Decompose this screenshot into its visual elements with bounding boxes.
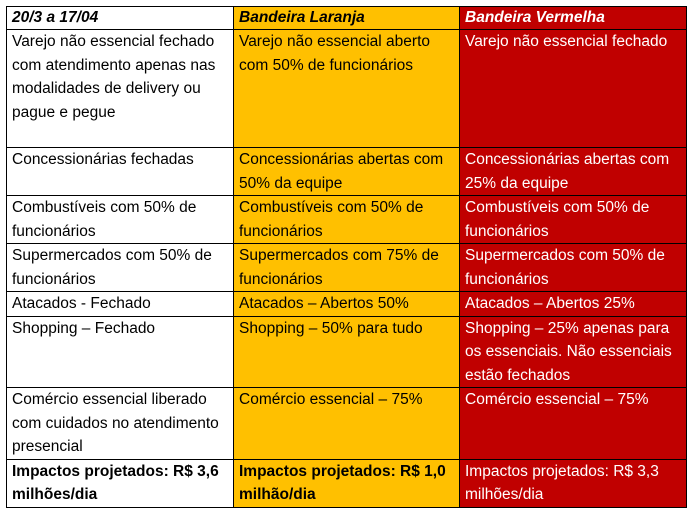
table-row-combustiveis [7, 196, 687, 244]
cell-orange: Combustíveis com 50% de funcionários [234, 196, 460, 244]
header-row [7, 7, 687, 30]
cell-orange: Varejo não essencial aberto com 50% de funcionários [234, 30, 460, 148]
header-period: 20/3 a 17/04 [7, 7, 234, 30]
cell-period: Supermercados com 50% de funcionários [7, 244, 234, 292]
table-row-comercio-essencial [7, 388, 687, 460]
cell-orange: Shopping – 50% para tudo [234, 316, 460, 388]
cell-period: Concessionárias fechadas [7, 148, 234, 196]
cell-period: Varejo não essencial fechado com atendimento apenas nas modalidades de delivery ou pague e pegue [7, 30, 234, 148]
cell-orange: Concessionárias abertas com 50% da equipe [234, 148, 460, 196]
cell-red: Comércio essencial – 75% [460, 388, 687, 460]
cell-period: Combustíveis com 50% de funcionários [7, 196, 234, 244]
cell-orange: Comércio essencial – 75% [234, 388, 460, 460]
table-row-impactos [7, 459, 687, 507]
table-row-shopping [7, 316, 687, 388]
cell-red: Supermercados com 50% de funcionários [460, 244, 687, 292]
table-row-supermercados [7, 244, 687, 292]
cell-red: Combustíveis com 50% de funcionários [460, 196, 687, 244]
cell-impact-red: Impactos projetados: R$ 3,3 milhões/dia [460, 459, 687, 507]
table-row-varejo [7, 30, 687, 148]
header-red-flag: Bandeira Vermelha [460, 7, 687, 30]
cell-period: Shopping – Fechado [7, 316, 234, 388]
cell-red: Shopping – 25% apenas para os essenciais. Não essenciais estão fechados [460, 316, 687, 388]
cell-red: Varejo não essencial fechado [460, 30, 687, 148]
table-row-atacados [7, 292, 687, 317]
cell-impact-period: Impactos projetados: R$ 3,6 milhões/dia [7, 459, 234, 507]
header-orange-flag: Bandeira Laranja [234, 7, 460, 30]
comparison-table [6, 6, 687, 508]
cell-impact-orange: Impactos projetados: R$ 1,0 milhão/dia [234, 459, 460, 507]
cell-period: Atacados - Fechado [7, 292, 234, 317]
cell-red: Atacados – Abertos 25% [460, 292, 687, 317]
cell-period: Comércio essencial liberado com cuidados no atendimento presencial [7, 388, 234, 460]
cell-red: Concessionárias abertas com 25% da equipe [460, 148, 687, 196]
cell-orange: Atacados – Abertos 50% [234, 292, 460, 317]
table-row-concessionarias [7, 148, 687, 196]
cell-orange: Supermercados com 75% de funcionários [234, 244, 460, 292]
